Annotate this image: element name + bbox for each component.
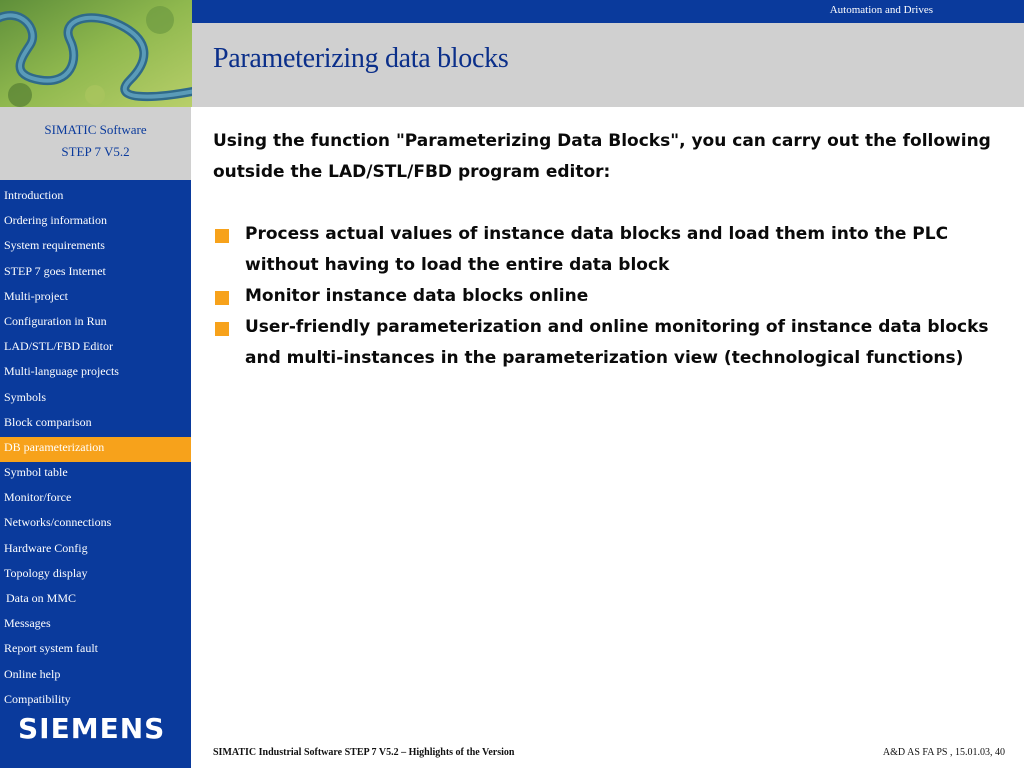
siemens-logo: SIEMENS [18, 712, 166, 745]
top-bar [192, 0, 1024, 23]
sidebar-item-lad-stl-fbd-editor[interactable]: LAD/STL/FBD Editor [4, 339, 114, 354]
sidebar-item-ordering-information[interactable]: Ordering information [4, 213, 107, 228]
product-box [0, 107, 191, 180]
bullet-text: Process actual values of instance data blocks and load them into the PLC without having to load the entire data block [245, 224, 949, 275]
sidebar-item-multi-project[interactable]: Multi-project [4, 288, 68, 303]
sidebar-item-multi-language-projects[interactable]: Multi-language projects [4, 364, 119, 379]
sidebar-item-report-system-fault[interactable]: Report system fault [4, 641, 98, 656]
sidebar-item-configuration-in-run[interactable]: Configuration in Run [4, 313, 107, 328]
brand-tagline: Automation and Drives [829, 4, 933, 16]
sidebar-item-block-comparison[interactable]: Block comparison [4, 414, 92, 429]
list-item [213, 281, 1013, 312]
sidebar-item-system-requirements[interactable]: System requirements [4, 238, 105, 253]
sidebar-item-db-parameterization[interactable]: DB parameterization [0, 437, 191, 462]
sidebar-item-online-help[interactable]: Online help [4, 666, 61, 681]
sidebar-item-step7-goes-internet[interactable]: STEP 7 goes Internet [4, 263, 106, 278]
sidebar-nav [0, 180, 191, 768]
bullet-text: Monitor instance data blocks online [245, 286, 589, 306]
product-name: SIMATIC Software [44, 122, 147, 137]
sidebar-item-symbol-table[interactable]: Symbol table [4, 465, 68, 480]
sidebar-item-networks-connections[interactable]: Networks/connections [4, 515, 112, 530]
bullet-list [213, 219, 1013, 374]
orange-square-bullet-icon [215, 229, 229, 243]
title-band [192, 23, 1024, 107]
sidebar-item-topology-display[interactable]: Topology display [4, 565, 88, 580]
orange-square-bullet-icon [215, 291, 229, 305]
sidebar-item-monitor-force[interactable]: Monitor/force [4, 490, 72, 505]
list-item [213, 312, 1013, 374]
list-item [213, 219, 1013, 281]
product-version: STEP 7 V5.2 [61, 144, 130, 159]
sidebar-item-hardware-config[interactable]: Hardware Config [4, 540, 88, 555]
footer-title: SIMATIC Industrial Software STEP 7 V5.2 – Highlights of the Version [213, 747, 515, 758]
sidebar-item-messages[interactable]: Messages [4, 616, 51, 631]
sidebar-item-symbols[interactable]: Symbols [4, 389, 47, 404]
orange-square-bullet-icon [215, 322, 229, 336]
sidebar-item-introduction[interactable]: Introduction [4, 188, 64, 202]
aerial-river-photo [0, 0, 192, 107]
bullet-text: User-friendly parameterization and online monitoring of instance data blocks and multi-instances in the parameterization view (technological functions) [245, 317, 989, 368]
sidebar-item-compatibility[interactable]: Compatibility [4, 691, 71, 706]
sidebar-list [0, 185, 191, 714]
page-title: Parameterizing data blocks [213, 43, 509, 74]
main-content [213, 126, 1013, 374]
footer-reference: A&D AS FA PS , 15.01.03, 40 [882, 747, 1005, 758]
sidebar-item-data-on-mmc[interactable]: Data on MMC [6, 591, 76, 605]
intro-paragraph: Using the function "Parameterizing Data Blocks", you can carry out the following outside the LAD/STL/FBD program editor: [213, 131, 991, 182]
